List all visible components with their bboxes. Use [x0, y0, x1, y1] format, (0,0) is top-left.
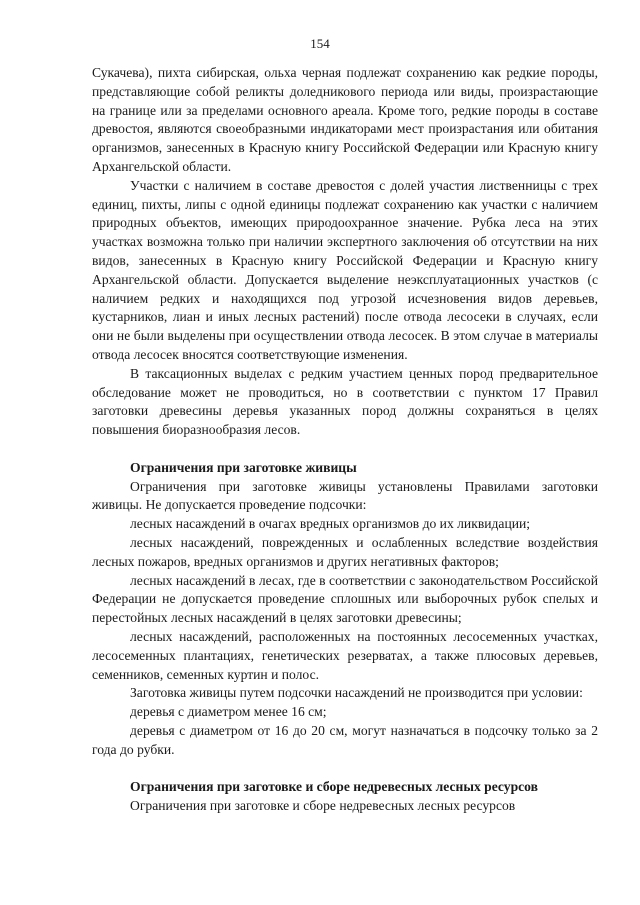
section-heading: Ограничения при заготовке и сборе недревесных лесных ресурсов [130, 779, 538, 795]
paragraph: деревья с диаметром от 16 до 20 см, могут назначаться в подсочку только за 2 года до рубки. [92, 722, 598, 757]
paragraph: лесных насаждений, расположенных на постоянных лесосеменных участках, лесосеменных плантациях, генетических резерватах, а также плюсовых деревьев, семенников, семенных куртин и полос. [92, 628, 598, 682]
section-gap [92, 440, 598, 459]
paragraph: Сукачева), пихта сибирская, ольха черная подлежат сохранению как редкие породы, представляющие собой реликты доледникового периода или виды, произрастающие на границе или за пределами основного ареала. Кроме того, редкие породы в составе древостоя, являются своеобразными индикаторами мест произрастания или обитания организмов, занесенных в Красную книгу Российской Федерации или Красную книгу Архангельской области. [92, 65, 598, 174]
paragraph: деревья с диаметром менее 16 см; [130, 704, 327, 720]
section-heading: Ограничения при заготовке живицы [130, 459, 357, 475]
paragraph: Заготовка живицы путем подсочки насаждений не производится при условии: [130, 685, 583, 701]
document-body [92, 64, 598, 816]
paragraph: лесных насаждений в очагах вредных организмов до их ликвидации; [130, 516, 531, 532]
page-number: 154 [310, 36, 330, 51]
paragraph: лесных насаждений, поврежденных и ослабленных вследствие воздействия лесных пожаров, вредных организмов и других негативных факторов; [92, 534, 598, 569]
paragraph: В таксационных выделах с редким участием ценных пород предварительное обследование может не проводиться, но в соответствии с пунктом 17 Правил заготовки древесины деревья указанных пород должны сохраняться в целях повышения биоразнообразия лесов. [92, 365, 598, 438]
section-gap [92, 759, 598, 778]
paragraph: Ограничения при заготовке живицы установлены Правилами заготовки живицы. Не допускается проведение подсочки: [92, 478, 598, 513]
paragraph: лесных насаждений в лесах, где в соответствии с законодательством Российской Федерации не допускается проведение сплошных или выборочных рубок спелых и перестойных лесных насаждений в целях заготовки древесины; [92, 572, 598, 626]
paragraph: Ограничения при заготовке и сборе недревесных лесных ресурсов [130, 798, 516, 814]
paragraph: Участки с наличием в составе древостоя с долей участия лиственницы с трех единиц, пихты, липы с одной единицы подлежат сохранению как участки с наличием природных объектов, имеющих природоохранное значение. Рубка леса на этих участках возможна только при наличии экспертного заключения об отсутствии на них видов, занесенных в Красную книгу Российской Федерации и Красную книгу Архангельской области. Допускается выделение неэксплуатационных участков (с наличием редких и находящихся под угрозой исчезновения видов деревьев, кустарников, лиан и иных лесных растений) после отвода лесосеки в случаях, если они не были выделены при осуществлении отвода лесосек. В этом случае в материалы отвода лесосек вносятся соответствующие изменения. [92, 177, 598, 362]
